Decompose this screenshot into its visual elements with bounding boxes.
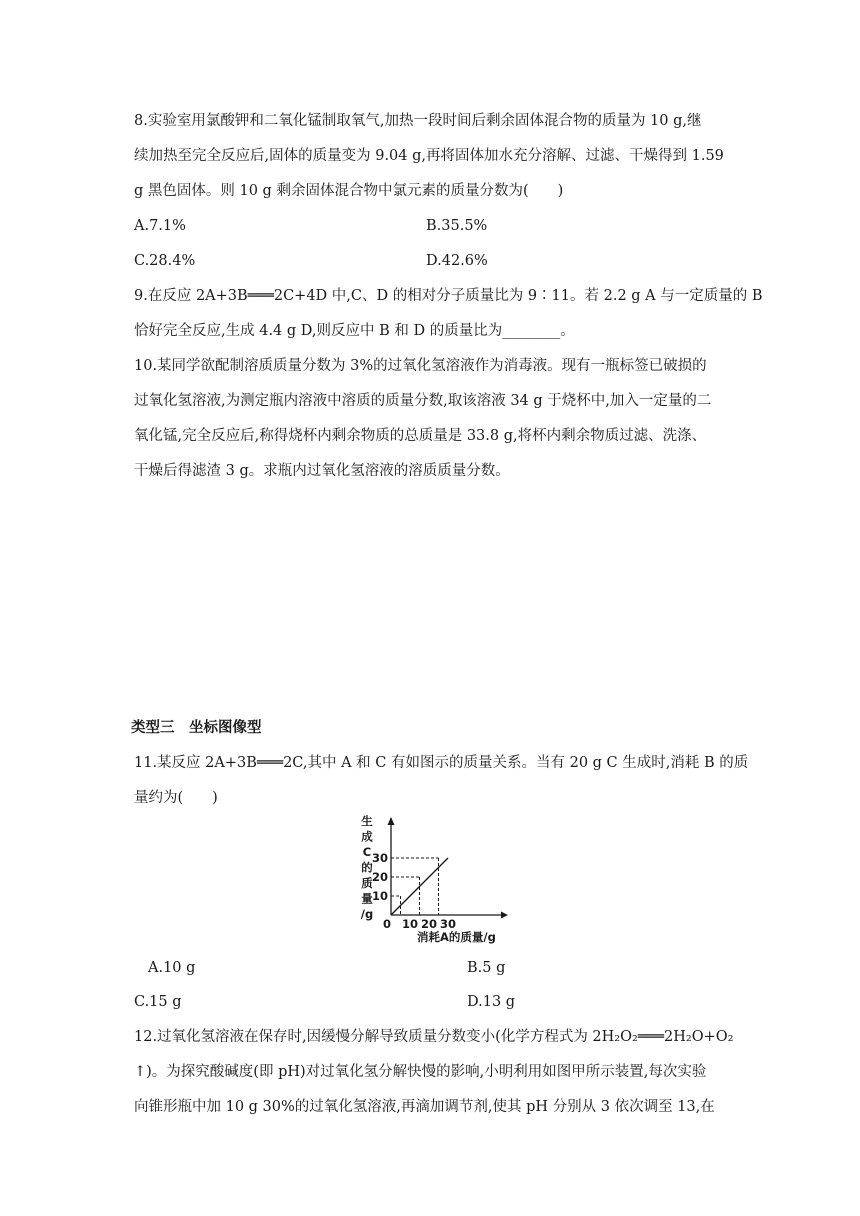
q11-line-2: 量约为( ) (134, 790, 218, 806)
chart-series (391, 858, 448, 915)
chart-ylabel (361, 815, 373, 921)
chart-y-ticks (372, 851, 388, 903)
chart-guides (391, 858, 439, 915)
q11-option-d: D.13 g (467, 994, 516, 1010)
y-tick-label: 30 (371, 851, 388, 865)
section-title: 类型三 坐标图像型 (131, 720, 262, 736)
q8-option-c: C.28.4% (134, 253, 196, 269)
q8-option-b: B.35.5% (426, 218, 488, 234)
q12-line-1: 12.过氧化氢溶液在保存时,因缓慢分解导致质量分数变小(化学方程式为 2H₂O₂═══2H₂O+O₂ (134, 1029, 734, 1045)
mass-relation-chart (355, 815, 515, 950)
x-tick-label: 30 (439, 917, 457, 931)
chart-x-ticks (383, 917, 456, 931)
q11-option-c: C.15 g (134, 994, 182, 1010)
chart-ylabel-char: 生 (361, 815, 373, 828)
q8-line-1: 8.实验室用氯酸钾和二氧化锰制取氧气,加热一段时间后剩余固体混合物的质量为 10 g,继 (134, 113, 702, 129)
series-line-0 (391, 858, 448, 915)
q11-option-b: B.5 g (467, 960, 506, 976)
q8-option-a: A.7.1% (134, 218, 186, 234)
q9-line-2: 恰好完全反应,生成 4.4 g D,则反应中 B 和 D 的质量比为________。 (134, 323, 575, 339)
chart-xlabel: 消耗A的质量/g (417, 930, 496, 944)
q8-option-d: D.42.6% (426, 253, 488, 269)
y-tick-label: 20 (371, 870, 388, 884)
q12-line-3: 向锥形瓶中加 10 g 30%的过氧化氢溶液,再滴加调节剂,使其 pH 分别从 3 依次调至 13,在 (134, 1099, 715, 1115)
chart-ylabel-char: 的 (361, 860, 373, 875)
x-tick-label: 20 (420, 917, 438, 931)
x-axis-arrow (501, 912, 508, 919)
chart-ylabel-char: 量 (361, 891, 373, 906)
q8-line-3: g 黑色固体。则 10 g 剩余固体混合物中氯元素的质量分数为( ) (134, 183, 564, 199)
x-tick-label: 0 (382, 917, 392, 931)
x-tick-label: 10 (401, 917, 419, 931)
q11-option-a: A.10 g (148, 960, 196, 976)
y-tick-label: 10 (371, 889, 388, 903)
q11-line-1: 11.某反应 2A+3B═══2C,其中 A 和 C 有如图示的质量关系。当有 20 g C 生成时,消耗 B 的质 (134, 755, 749, 771)
chart-ylabel-char: /g (360, 907, 374, 921)
q10-line-3: 氧化锰,完全反应后,称得烧杯内剩余物质的总质量是 33.8 g,将杯内剩余物质过滤、洗涤、 (134, 428, 707, 444)
q10-line-4: 干燥后得滤渣 3 g。求瓶内过氧化氢溶液的溶质质量分数。 (134, 463, 510, 479)
chart-ylabel-char: C (362, 845, 372, 859)
q10-line-2: 过氧化氢溶液,为测定瓶内溶液中溶质的质量分数,取该溶液 34 g 于烧杯中,加入一定量的二 (134, 393, 712, 409)
q8-line-2: 续加热至完全反应后,固体的质量变为 9.04 g,再将固体加水充分溶解、过滤、干燥得到 1.59 (134, 148, 724, 164)
chart-ylabel-char: 质 (361, 876, 373, 890)
q12-line-2: ↑)。为探究酸碱度(即 pH)对过氧化氢分解快慢的影响,小明利用如图甲所示装置,每次实验 (134, 1064, 707, 1080)
y-axis-arrow (388, 817, 395, 825)
q9-line-1: 9.在反应 2A+3B═══2C+4D 中,C、D 的相对分子质量比为 9∶11。若 2.2 g A 与一定质量的 B (134, 288, 763, 304)
chart-ylabel-char: 成 (361, 829, 373, 844)
q10-line-1: 10.某同学欲配制溶质质量分数为 3%的过氧化氢溶液作为消毒液。现有一瓶标签已破损的 (134, 358, 707, 374)
